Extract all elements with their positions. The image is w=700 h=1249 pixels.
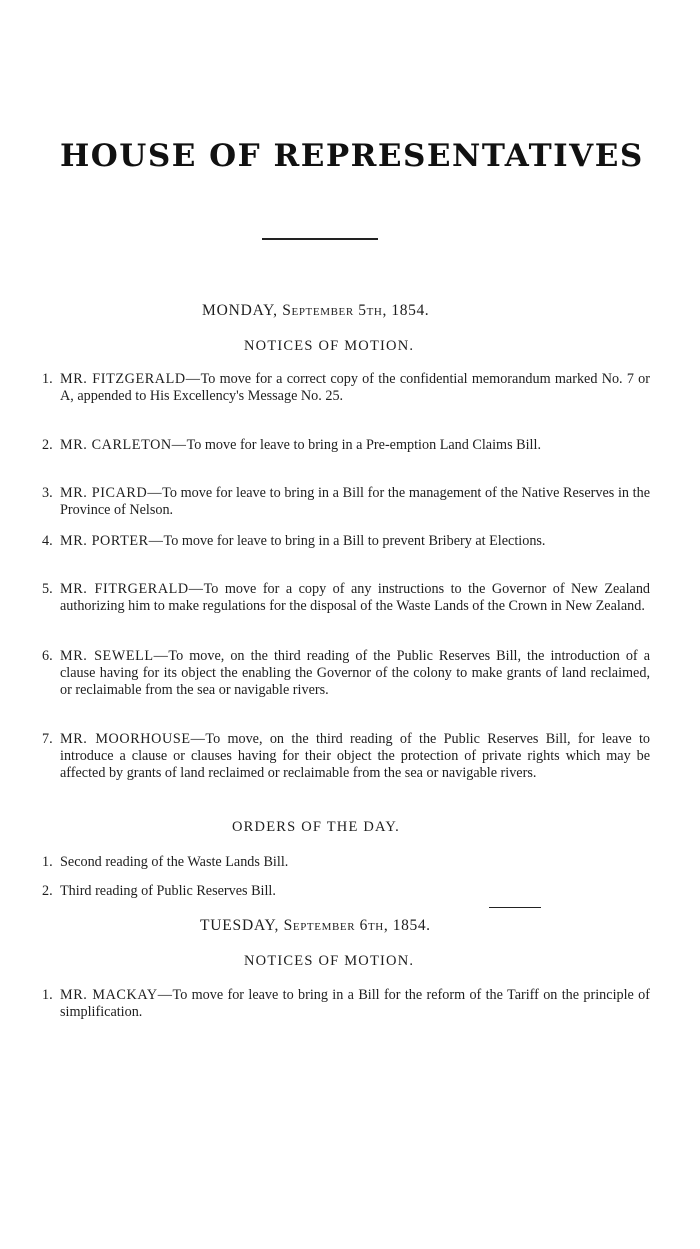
notice-number: 3. xyxy=(42,485,53,501)
notice-item xyxy=(42,987,650,1021)
day-weekday: TUESDAY, xyxy=(200,917,280,934)
notice-item xyxy=(42,437,650,454)
notice-item xyxy=(42,581,650,615)
notice-number: 7. xyxy=(42,731,53,747)
day-heading-monday xyxy=(202,302,429,320)
notice-mover: MR. PORTER— xyxy=(60,533,164,549)
notice-mover: MR. PICARD— xyxy=(60,485,163,501)
notice-mover: MR. MACKAY— xyxy=(60,987,173,1003)
notice-mover: MR. FITRGERALD— xyxy=(60,581,204,597)
order-item xyxy=(42,883,650,900)
notice-item xyxy=(42,533,650,550)
notice-number: 1. xyxy=(42,371,53,387)
notice-mover: MR. FITZGERALD— xyxy=(60,371,201,387)
notice-mover: MR. CARLETON— xyxy=(60,437,187,453)
notice-text: To move for a copy of any instructions to the Governor of New Zealand authorizing him to make regulations for the disposal of the Waste Lands of the Crown in New Zealand. xyxy=(60,581,651,614)
notice-text: To move for leave to bring in a Bill for the reform of the Tariff on the principle of simplification. xyxy=(60,987,650,1020)
document-title: HOUSE OF REPRESENTATIVES xyxy=(60,138,644,174)
notice-item xyxy=(42,485,650,519)
notice-item xyxy=(42,371,650,405)
order-number: 2. xyxy=(42,883,53,899)
order-number: 1. xyxy=(42,854,53,870)
notice-text: To move, on the third reading of the Public Reserves Bill, the introduction of a clause having for its object the enabling the Governor of the colony to make grants of land reclaimed, or reclaimable from the sea or navigable rivers. xyxy=(60,648,650,698)
notice-number: 6. xyxy=(42,648,53,664)
notice-text: To move for leave to bring in a Bill to prevent Bribery at Elections. xyxy=(163,533,546,549)
title-divider xyxy=(262,238,378,240)
day-date: September 5th, 1854. xyxy=(282,302,430,319)
order-item xyxy=(42,854,650,871)
notice-mover: MR. SEWELL— xyxy=(60,648,169,664)
notice-text: To move for a correct copy of the confidential memorandum marked No. 7 or A, appended to His Excellency's Message No. 25. xyxy=(60,371,651,404)
notice-number: 1. xyxy=(42,987,53,1003)
notices-heading-monday: NOTICES OF MOTION. xyxy=(244,338,415,354)
notices-heading-tuesday: NOTICES OF MOTION. xyxy=(244,953,415,969)
notice-item xyxy=(42,648,650,699)
day-heading-tuesday xyxy=(200,917,431,935)
notice-number: 4. xyxy=(42,533,53,549)
notice-number: 2. xyxy=(42,437,53,453)
day-divider xyxy=(489,907,541,908)
notice-text: To move for leave to bring in a Bill for the management of the Native Reserves in the Province of Nelson. xyxy=(60,485,650,518)
notice-mover: MR. MOORHOUSE— xyxy=(60,731,206,747)
day-date: September 6th, 1854. xyxy=(283,917,431,934)
order-text: Second reading of the Waste Lands Bill. xyxy=(60,854,289,870)
notice-text: To move for leave to bring in a Pre-emption Land Claims Bill. xyxy=(186,437,541,453)
orders-heading-monday: ORDERS OF THE DAY. xyxy=(232,819,400,835)
notice-text: To move, on the third reading of the Public Reserves Bill, for leave to introduce a clause or clauses having for their object the protection of private rights which may be affected by grants of land reclaimed or reclaimable from the sea or navigable rivers. xyxy=(60,731,650,781)
order-text: Third reading of Public Reserves Bill. xyxy=(60,883,276,899)
notice-number: 5. xyxy=(42,581,53,597)
notice-item xyxy=(42,731,650,782)
day-weekday: MONDAY, xyxy=(202,302,278,319)
